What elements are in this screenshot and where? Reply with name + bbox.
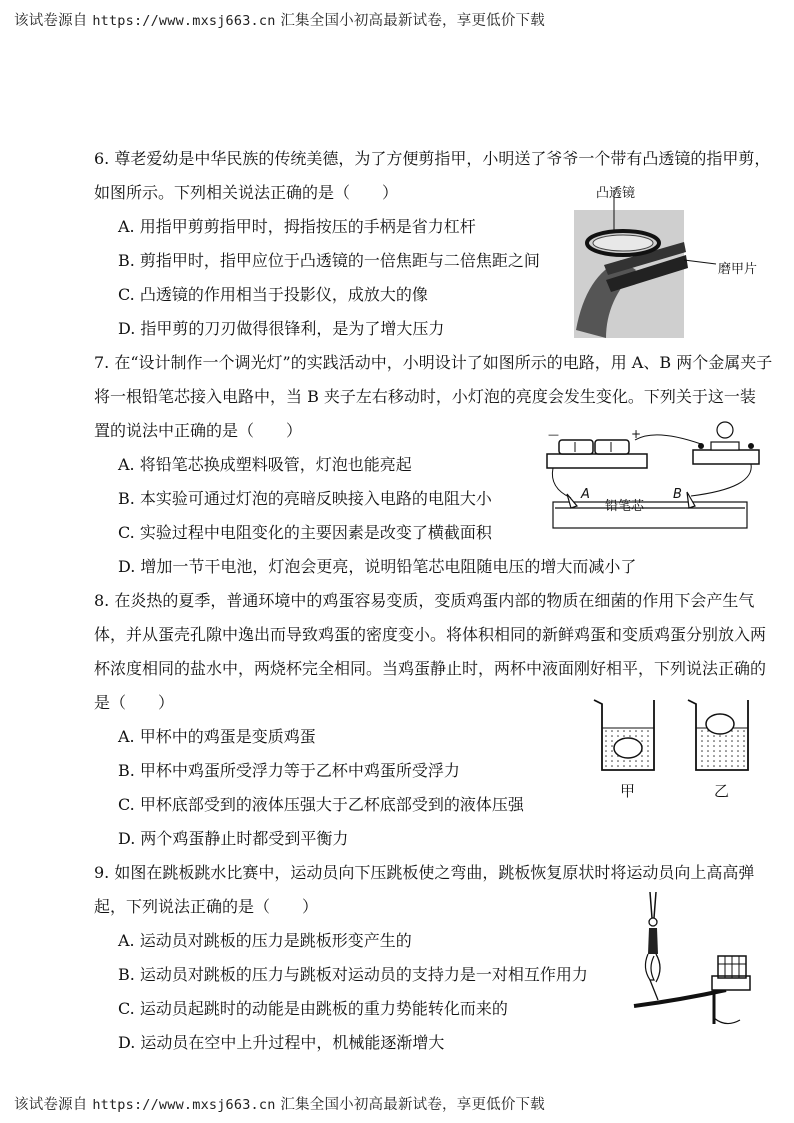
circuit-illustration (545, 418, 763, 530)
svg-text:—: — (548, 428, 559, 441)
header-url[interactable]: https://www.mxsj663.cn (92, 13, 276, 29)
q7-line-1: 7. 在“设计制作一个调光灯”的实践活动中，小明设计了如图所示的电路，用 A、B 两个金属夹子 (94, 353, 773, 372)
q7-option-a: A. 将铅笔芯换成塑料吸管，灯泡也能亮起 (118, 455, 412, 474)
q9-option-a: A. 运动员对跳板的压力是跳板形变产生的 (118, 931, 412, 950)
q9-option-c: C. 运动员起跳时的动能是由跳板的重力势能转化而来的 (118, 999, 508, 1018)
footer-url[interactable]: https://www.mxsj663.cn (92, 1097, 276, 1113)
q8-option-c: C. 甲杯底部受到的液体压强大于乙杯底部受到的液体压强 (118, 795, 524, 814)
nail-clipper-figure (566, 180, 766, 340)
circuit-figure (545, 418, 763, 530)
q8-option-d: D. 两个鸡蛋静止时都受到平衡力 (118, 829, 349, 848)
diving-figure (630, 888, 760, 1028)
q6-option-d: D. 指甲剪的刀刃做得很锋利，是为了增大压力 (118, 319, 445, 338)
q7-option-c: C. 实验过程中电阻变化的主要因素是改变了横截面积 (118, 523, 492, 542)
q9-option-b: B. 运动员对跳板的压力与跳板对运动员的支持力是一对相互作用力 (118, 965, 588, 984)
q6-option-c: C. 凸透镜的作用相当于投影仪，成放大的像 (118, 285, 428, 304)
header-source: 该试卷源自 (14, 13, 88, 29)
q7-line-3: 置的说法中正确的是（ ） (94, 421, 303, 440)
page-footer (14, 1093, 545, 1114)
beakers-illustration (592, 694, 762, 774)
page-header (14, 9, 545, 30)
q8-option-b: B. 甲杯中鸡蛋所受浮力等于乙杯中鸡蛋所受浮力 (118, 761, 460, 780)
q8-line-2: 体，并从蛋壳孔隙中逸出而导致鸡蛋的密度变小。将体积相同的新鲜鸡蛋和变质鸡蛋分别放入两 (94, 625, 767, 644)
q8-option-a: A. 甲杯中的鸡蛋是变质鸡蛋 (118, 727, 316, 746)
svg-text:+: + (631, 427, 642, 441)
pencil-lead-label: 铅笔芯 (605, 499, 645, 514)
q8-line-1: 8. 在炎热的夏季，普通环境中的鸡蛋容易变质，变质鸡蛋内部的物质在细菌的作用下会产生气 (94, 591, 755, 610)
beaker-jia-label: 甲 (620, 782, 636, 800)
q8-line-4: 是（ ） (94, 693, 175, 712)
q9-line-1: 9. 如图在跳板跳水比赛中，运动员向下压跳板使之弯曲，跳板恢复原状时将运动员向上高高弹 (94, 863, 755, 882)
q7-option-d: D. 增加一节干电池，灯泡会更亮，说明铅笔芯电阻随电压的增大而减小了 (118, 557, 637, 576)
diving-illustration (630, 888, 760, 1028)
nail-file-label: 磨甲片 (718, 262, 758, 277)
convex-lens-label: 凸透镜 (596, 186, 636, 201)
q7-option-b: B. 本实验可通过灯泡的亮暗反映接入电路的电阻大小 (118, 489, 492, 508)
footer-source: 该试卷源自 (14, 1097, 88, 1113)
beaker-yi-label: 乙 (714, 782, 730, 800)
q6-option-b: B. 剪指甲时，指甲应位于凸透镜的一倍焦距与二倍焦距之间 (118, 251, 540, 270)
q6-line-2: 如图所示。下列相关说法正确的是（ ） (94, 183, 399, 202)
footer-slogan: 汇集全国小初高最新试卷，享更低价下载 (280, 1097, 545, 1113)
clip-a-label: A (581, 487, 590, 502)
q6-option-a: A. 用指甲剪剪指甲时，拇指按压的手柄是省力杠杆 (118, 217, 476, 236)
clip-b-label: B (673, 487, 682, 502)
q7-line-2: 将一根铅笔芯接入电路中，当 B 夹子左右移动时，小灯泡的亮度会发生变化。下列关于这一装 (94, 387, 756, 406)
q6-line-1: 6. 尊老爱幼是中华民族的传统美德，为了方便剪指甲，小明送了爷爷一个带有凸透镜的指甲剪， (94, 149, 771, 168)
q8-line-3: 杯浓度相同的盐水中，两烧杯完全相同。当鸡蛋静止时，两杯中液面刚好相平，下列说法正确的 (94, 659, 767, 678)
header-slogan: 汇集全国小初高最新试卷，享更低价下载 (280, 13, 545, 29)
q9-line-2: 起，下列说法正确的是（ ） (94, 897, 319, 916)
q9-option-d: D. 运动员在空中上升过程中，机械能逐渐增大 (118, 1033, 445, 1052)
beakers-figure (592, 694, 762, 800)
